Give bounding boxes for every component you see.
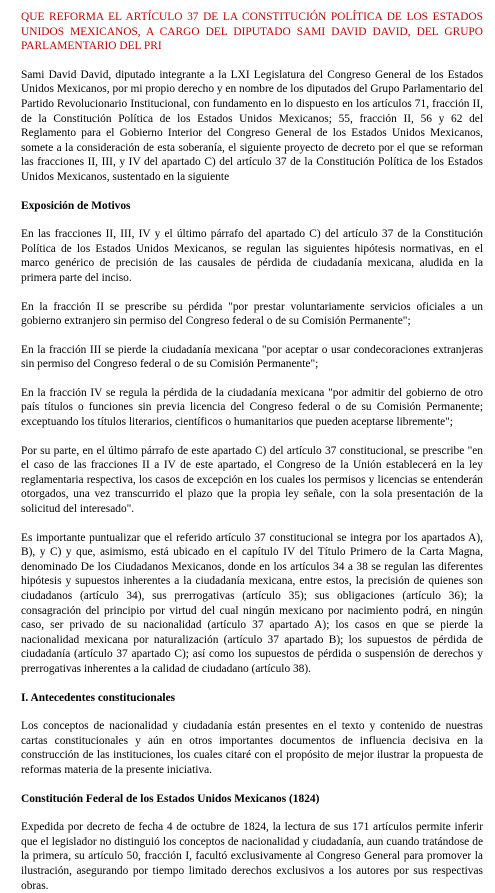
paragraph-fracciones: En las fracciones II, III, IV y el último párrafo del apartado C) del artículo 37 de la Constitución Política de los Estados Unidos Mexicanos, se regulan las siguientes hipótesis normativas, en el marco genérico de precisión de las causales de pérdida de ciudadanía mexicana, aludida en la primera parte del inciso. <box>21 228 483 284</box>
paragraph-articulo-37: Es importante puntualizar que el referido artículo 37 constitucional se integra por los apartados A), B), y C) y que, asimismo, está ubicado en el capítulo IV del Título Primero de la Carta Magna, denominado De los Ciudadanos Mexicanos, donde en los artículos 34 a 38 se regulan las diferentes hipótesis y supuestos inherentes a la ciudadanía mexicana, entre estos, la precisión de quienes son ciudadanos (artículo 34), sus prerrogativas (artículo 35); sus obligaciones (artículo 36); la consagración del principio por virtud del cual ningún mexicano por nacimiento podrá, en ningún caso, ser privado de su nacionalidad (artículo 37 apartado A); los casos en que se pierde la nacionalidad mexicana por naturalización (artículo 37 apartado B); los supuestos de pérdida de ciudadanía (artículo 37 apartado C); así como los supuestos de pérdida o suspensión de derechos y prerrogativas inherentes a la calidad de ciudadano (artículo 38). <box>21 531 483 675</box>
section-heading-1824: Constitución Federal de los Estados Unidos Mexicanos (1824) <box>21 792 320 805</box>
section-heading-antecedentes: I. Antecedentes constitucionales <box>21 691 176 704</box>
paragraph-fraccion-ii: En la fracción II se prescribe su pérdida "por prestar voluntariamente servicios oficiales a un gobierno extranjero sin permiso del Congreso federal o de su Comisión Permanente"; <box>21 300 483 328</box>
paragraph-ultimo-parrafo: Por su parte, en el último párrafo de este apartado C) del artículo 37 constitucional, se prescribe "en el caso de las fracciones II a IV de este apartado, el Congreso de la Unión establecerá en la ley reglamentaria respectiva, los casos de excepción en los cuales los permisos y licencias se entenderán otorgados, una vez transcurrido el plazo que la propia ley señale, con la sola presentación de la solicitud del interesado". <box>21 444 483 516</box>
paragraph-fraccion-iii: En la fracción III se pierde la ciudadanía mexicana "por aceptar o usar condecoraciones extranjeras sin permiso del Congreso federal o de su Comisión Permanente"; <box>21 343 483 371</box>
paragraph-fraccion-iv: En la fracción IV se regula la pérdida de la ciudadanía mexicana "por admitir del gobierno de otro país títulos o funciones sin previa licencia del Congreso federal o de su Comisión Permanente; exceptuando los títulos literarios, científicos o humanitarios que pueden aceptarse libremente"; <box>21 386 483 429</box>
paragraph-conceptos: Los conceptos de nacionalidad y ciudadanía están presentes en el texto y contenido de nuestras cartas constitucionales y aún en otros importantes documentos de influencia decisiva en la construcción de las instituciones, los cuales citaré con el propósito de mejor ilustrar la propuesta de reformas materia de la presente iniciativa. <box>21 720 483 776</box>
document-title: QUE REFORMA EL ARTÍCULO 37 DE LA CONSTITUCIÓN POLÍTICA DE LOS ESTADOS UNIDOS MEXICANOS, A CARGO DEL DIPUTADO SAMI DAVID DAVID, DEL GRUPO PARLAMENTARIO DEL PRI <box>21 11 483 53</box>
section-heading-motivos: Exposición de Motivos <box>21 199 131 212</box>
intro-paragraph: Sami David David, diputado integrante a la LXI Legislatura del Congreso General de los Estados Unidos Mexicanos, por mi propio derecho y en nombre de los diputados del Grupo Parlamentario del Partido Revolucionario Institucional, con fundamento en lo dispuesto en los artículos 71, fracción II, de la Constitución Política de los Estados Unidos Mexicanos; 55, fracción II, 56 y 62 del Reglamento para el Gobierno Interior del Congreso General de los Estados Unidos Mexicanos, somete a la consideración de esta soberanía, el siguiente proyecto de decreto por el que se reforman las fracciones II, III, y IV del apartado C) del artículo 37 de la Constitución Política de los Estados Unidos Mexicanos, sustentado en la siguiente <box>21 68 483 183</box>
paragraph-1824: Expedida por decreto de fecha 4 de octubre de 1824, la lectura de sus 171 artículos permite inferir que el legislador no distinguió los conceptos de nacionalidad y ciudadanía, aun cuando tratándose de la primera, su artículo 50, fracción I, facultó exclusivamente al Congreso General para promover la ilustración, asegurando por tiempo limitado derechos exclusivos a los autores por sus respectivas obras. <box>21 821 483 892</box>
